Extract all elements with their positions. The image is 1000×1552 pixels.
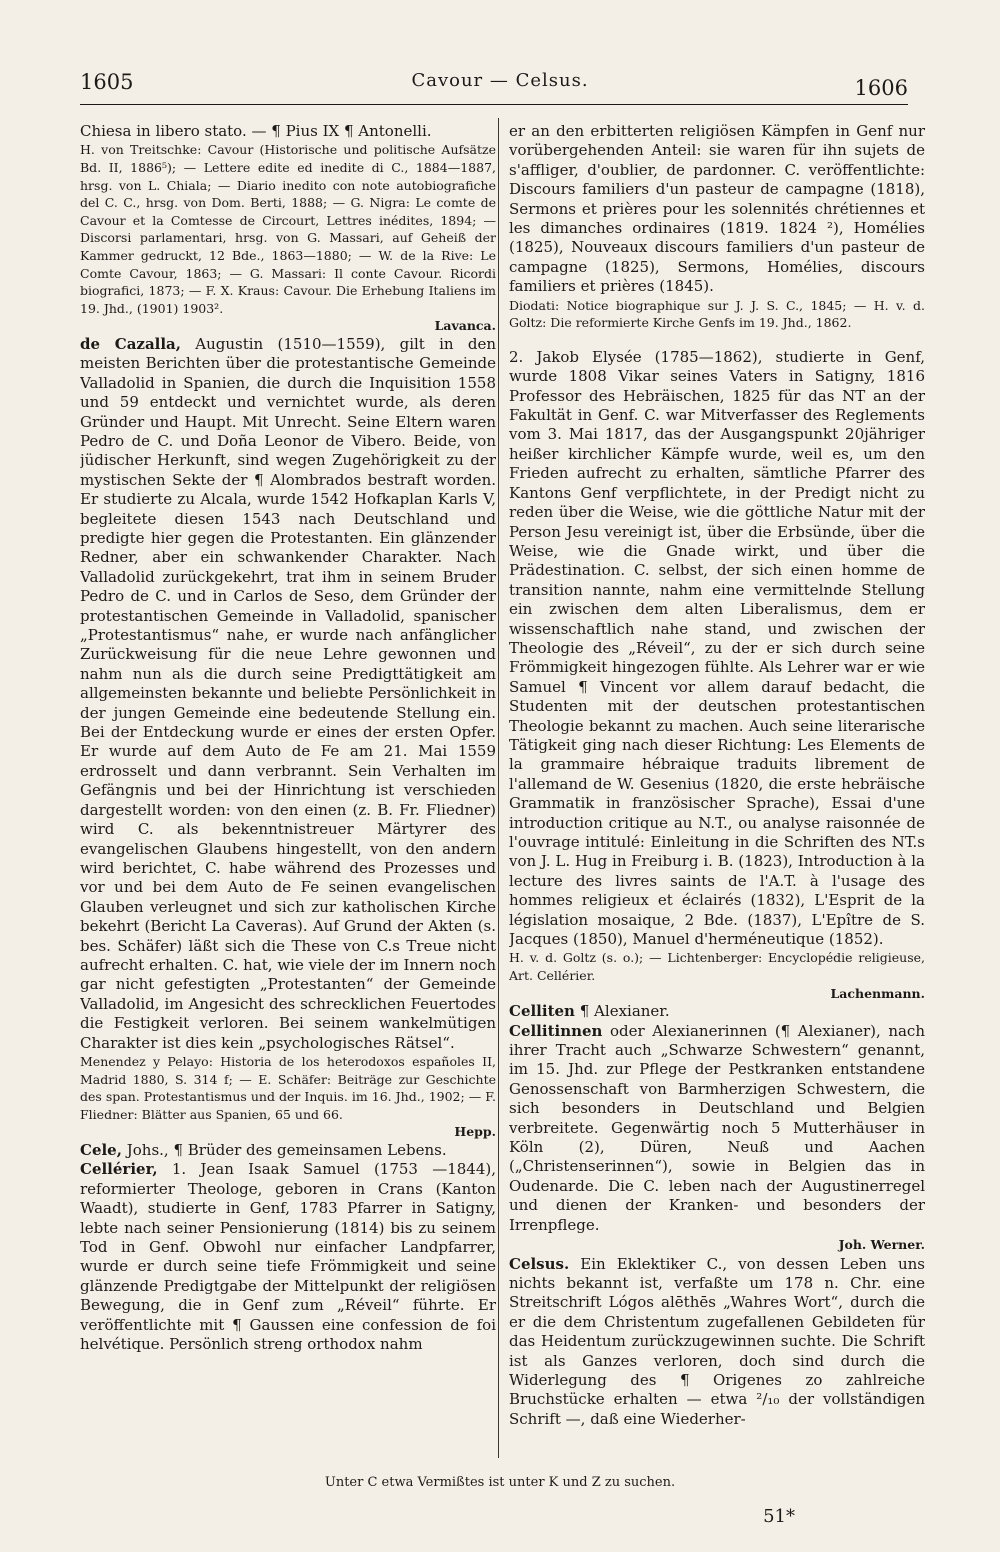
entry-headword: Cele, [80, 1140, 122, 1159]
cazalla-references: Menendez y Pelayo: Historia de los heterodoxos españoles II, Madrid 1880, S. 314 f; — E. Schäfer: Beiträge zur Geschichte des span. Protestantismus und der Inquis. im 16. Jhd., 1902; — F. Fliedner: Blätter aus Spanien, 65 und 66. Hepp. [80, 1053, 496, 1140]
entry-cele: Cele, Johs., ¶ Brüder des gemeinsamen Lebens. [80, 1140, 447, 1159]
entry-cellerier: Cellérier, 1. Jean Isaak Samuel (1753 —1844), reformierter Theologe, geboren in Crans (Kanton Waadt), studierte in Genf, 1783 Pfarrer in Satigny, lebte nach seiner Pensionierung (1814) bis zu seinem Tod in Genf. Obwohl nur einfacher Landpfarrer, wurde er durch seine tiefe Frömmigkeit und seine glänzende Predigtgabe der Mittelpunkt der religiösen Bewegung, die in Genf zum „Réveil“ führte. Er veröffentlichte mit ¶ Gaussen eine confession de foi helvétique. Persönlich streng orthodox nahm [80, 1160, 496, 1353]
column-divider [498, 118, 499, 1458]
entry-headword: de Cazalla, [80, 334, 181, 353]
author-signature: Lachenmann. [830, 985, 925, 1001]
cavour-references: H. von Treitschke: Cavour (Historische und politische Aufsätze Bd. II, 1886⁵); — Lettere edite ed inedite di C., 1884—1887, hrsg. von L. Chiala; — Diario inedito con note autobiografiche del C. C., hrsg. von Dom. Berti, 1888; — G. Nigra: Le comte de Cavour et la Comtesse de Circourt, Lettres inédites, 1894; — Discorsi parlamentari, hrsg. von G. Massari, auf Geheiß der Kammer gedruckt, 12 Bde., 1863—1880; — W. de la Rive: Le Comte Cavour, 1863; — G. Massari: Il conte Cavour. Ricordi biografici, 1873; — F. X. Kraus: Cavour. Die Erhebung Italiens im 19. Jhd., (1901) 1903². Lavanca. [80, 142, 496, 334]
running-title: Cavour — Celsus. [411, 70, 589, 91]
author-signature: Joh. Werner. [838, 1237, 925, 1253]
entry-cellitinnen: Cellitinnen oder Alexianerinnen (¶ Alexianer), nach ihrer Tracht auch „Schwarze Schwestern“ genannt, im 15. Jhd. zur Pflege der Pestkranken entstandene Genossenschaft von Barmherzigen Schwestern, die sich besonders in Deutschland und Belgien verbreitete. Gegenwärtig noch 5 Mutterhäuser in Köln (2), Düren, Neuß und Aachen („Christenserinnen“), sowie in Belgien das in Oudenarde. Die C. leben nach der Augustinerregel und dienen der Kranken- und besonders der Irrenpflege. Joh. Werner. [509, 1022, 925, 1255]
left-column [80, 122, 496, 1452]
right-column [509, 122, 925, 1452]
cellerier-continued: er an den erbitterten religiösen Kämpfen in Genf nur vorübergehenden Anteil: sie waren für ihn sujets de s'affliger, d'oublier, de pardonner. C. veröffentlichte: Discours familiers d'un pasteur de campagne (1818), Sermons et prières pour les solennités chrétiennes et les dimanches ordinaires (1819. 1824 ²), Homélies (1825), Nouveaux discours familiers d'un pasteur de campagne (1825), Sermons, Homélies, discours familiers et prières (1845). [509, 122, 925, 296]
entry-headword: Celsus. [509, 1254, 570, 1273]
header-rule [80, 104, 908, 105]
author-signature: Hepp. [454, 1124, 496, 1140]
entry-celsus: Celsus. Ein Eklektiker C., von dessen Leben uns nichts bekannt ist, verfaßte um 178 n. Chr. eine Streitschrift Lógos alēthēs „Wahres Wort“, durch die er die dem Christentum zugefallenen Gebildeten für das Heidentum zurückzugewinnen suchte. Die Schrift ist als Ganzes verloren, doch sind durch die Widerlegung des ¶ Origenes zo zahlreiche Bruchstücke erhalten — etwa ²/₁₀ der vollständigen Schrift —, daß eine Wiederher- [509, 1254, 925, 1428]
page-number-left: 1605 [80, 70, 134, 94]
entry-cazalla: de Cazalla, Augustin (1510—1559), gilt in den meisten Berichten über die protestantische Gemeinde Valladolid in Spanien, die durch die Inquisition 1558 und 59 entdeckt und vernichtet wurde, als deren Gründer und Haupt. Mit Unrecht. Seine Eltern waren Pedro de C. und Doña Leonor de Vibero. Beide, von jüdischer Herkunft, sind wegen Zugehörigkeit zu der mystischen Sekte der ¶ Alombrados bestraft worden. Er studierte zu Alcala, wurde 1542 Hofkaplan Karls V, begleitete diesen 1543 nach Deutschland und predigte hier gegen die Protestanten. Ein glänzender Redner, aber ein schwankender Charakter. Nach Valladolid zurückgekehrt, trat ihm in seinem Bruder Pedro de C. und in Carlos de Seso, dem Gründer der protestantischen Gemeinde in Valladolid, spanischer „Protestantismus“ nahe, er wurde nach anfänglicher Zurückweisung für die neue Lehre gewonnen und nahm nun als die durch seine Predigttätigkeit am allgemeinsten bekannte und beliebte Persönlichkeit in der jungen Gemeinde eine bedeutende Stellung ein. Bei der Entdeckung wurde er eines der ersten Opfer. Er wurde auf dem Auto de Fe am 21. Mai 1559 erdrosselt und dann verbrannt. Sein Verhalten im Gefängnis und bei der Hinrichtung ist verschieden dargestellt worden: von den einen (z. B. Fr. Fliedner) wird C. als bekenntnistreuer Märtyrer des evangelischen Glaubens hingestellt, von den andern wird berichtet, C. habe während des Prozesses und vor und bei dem Auto de Fe seinen evangelischen Glauben verleugnet und sich zur katholischen Kirche bekehrt (Bericht La Caveras). Auf Grund der Akten (s. bes. Schäfer) läßt sich die These von C.s Treue nicht aufrecht erhalten. C. hat, wie viele der im Innern noch gar nicht gefestigten „Protestanten“ der Gemeinde Valladolid, im Angesicht des schrecklichen Feuertodes die Festigkeit verloren. Bei seinem wankelmütigen Charakter ist dies kein „psychologisches Rätsel“. [80, 334, 496, 1052]
entry-celliten: Celliten ¶ Alexianer. [509, 1002, 670, 1021]
page-number-right: 1606 [854, 76, 908, 100]
cavour-tail: Chiesa in libero stato. — ¶ Pius IX ¶ Antonelli. [80, 122, 432, 140]
cellerier-references: Diodati: Notice biographique sur J. J. S. C., 1845; — H. v. d. Goltz: Die reformierte Kirche Genfs im 19. Jhd., 1862. [509, 297, 925, 331]
entry-headword: Cellérier, [80, 1160, 158, 1179]
footer-note: Unter C etwa Vermißtes ist unter K und Z zu suchen. [324, 1475, 676, 1490]
signature-mark: 51* [763, 1506, 795, 1527]
entry-headword: Cellitinnen [509, 1021, 603, 1040]
entry-cellerier-2: 2. Jakob Elysée (1785—1862), studierte in Genf, wurde 1808 Vikar seines Vaters in Satigny, 1816 Professor des Hebräischen, 1825 für das NT an der Fakultät in Genf. C. war Mitverfasser des Reglements vom 3. Mai 1817, das der Ausgangspunkt 20jähriger heißer kirchlicher Kämpfe wurde, weil es, um den Frieden aufrecht zu erhalten, sämtliche Pfarrer des Kantons Genf verpflichtete, in der Predigt nicht zu reden über die Weise, wie die göttliche Natur mit der Person Jesu vereinigt ist, über die Erbsünde, über die Weise, wie die Gnade wirkt, und über die Prädestination. C. selbst, der sich einen homme de transition nannte, nahm eine vermittelnde Stellung ein zwischen dem alten Liberalismus, dem er wissenschaftlich nahe stand, und zwischen der Theologie des „Réveil“, zu der er sich durch seine Frömmigkeit hingezogen fühlte. Als Lehrer war er wie Samuel ¶ Vincent vor allem darauf bedacht, die Studenten mit der deutschen protestantischen Theologie bekannt zu machen. Auch seine literarische Tätigkeit ging nach dieser Richtung: Les Elements de la grammaire hébraique traduits librement de l'allemand de W. Gesenius (1820, die erste hebräische Grammatik in französischer Sprache), Essai d'une introduction critique au N.T., ou analyse raisonnée de l'ouvrage intitulé: Einleitung in die Schriften des NT.s von J. L. Hug in Freiburg i. B. (1823), Introduction à la lecture des livres saints de l'A.T. à l'usage des hommes religieux et éclairés (1832), L'Esprit de la législation mosaique, 2 Bde. (1837), L'Epître de S. Jacques (1850), Manuel d'herméneutique (1852). [509, 347, 925, 949]
cellerier-2-references: H. v. d. Goltz (s. o.); — Lichtenberger: Encyclopédie religieuse, Art. Cellérier. Lachenmann. [509, 950, 925, 1001]
author-signature: Lavanca. [434, 318, 496, 334]
entry-headword: Celliten [509, 1002, 575, 1021]
